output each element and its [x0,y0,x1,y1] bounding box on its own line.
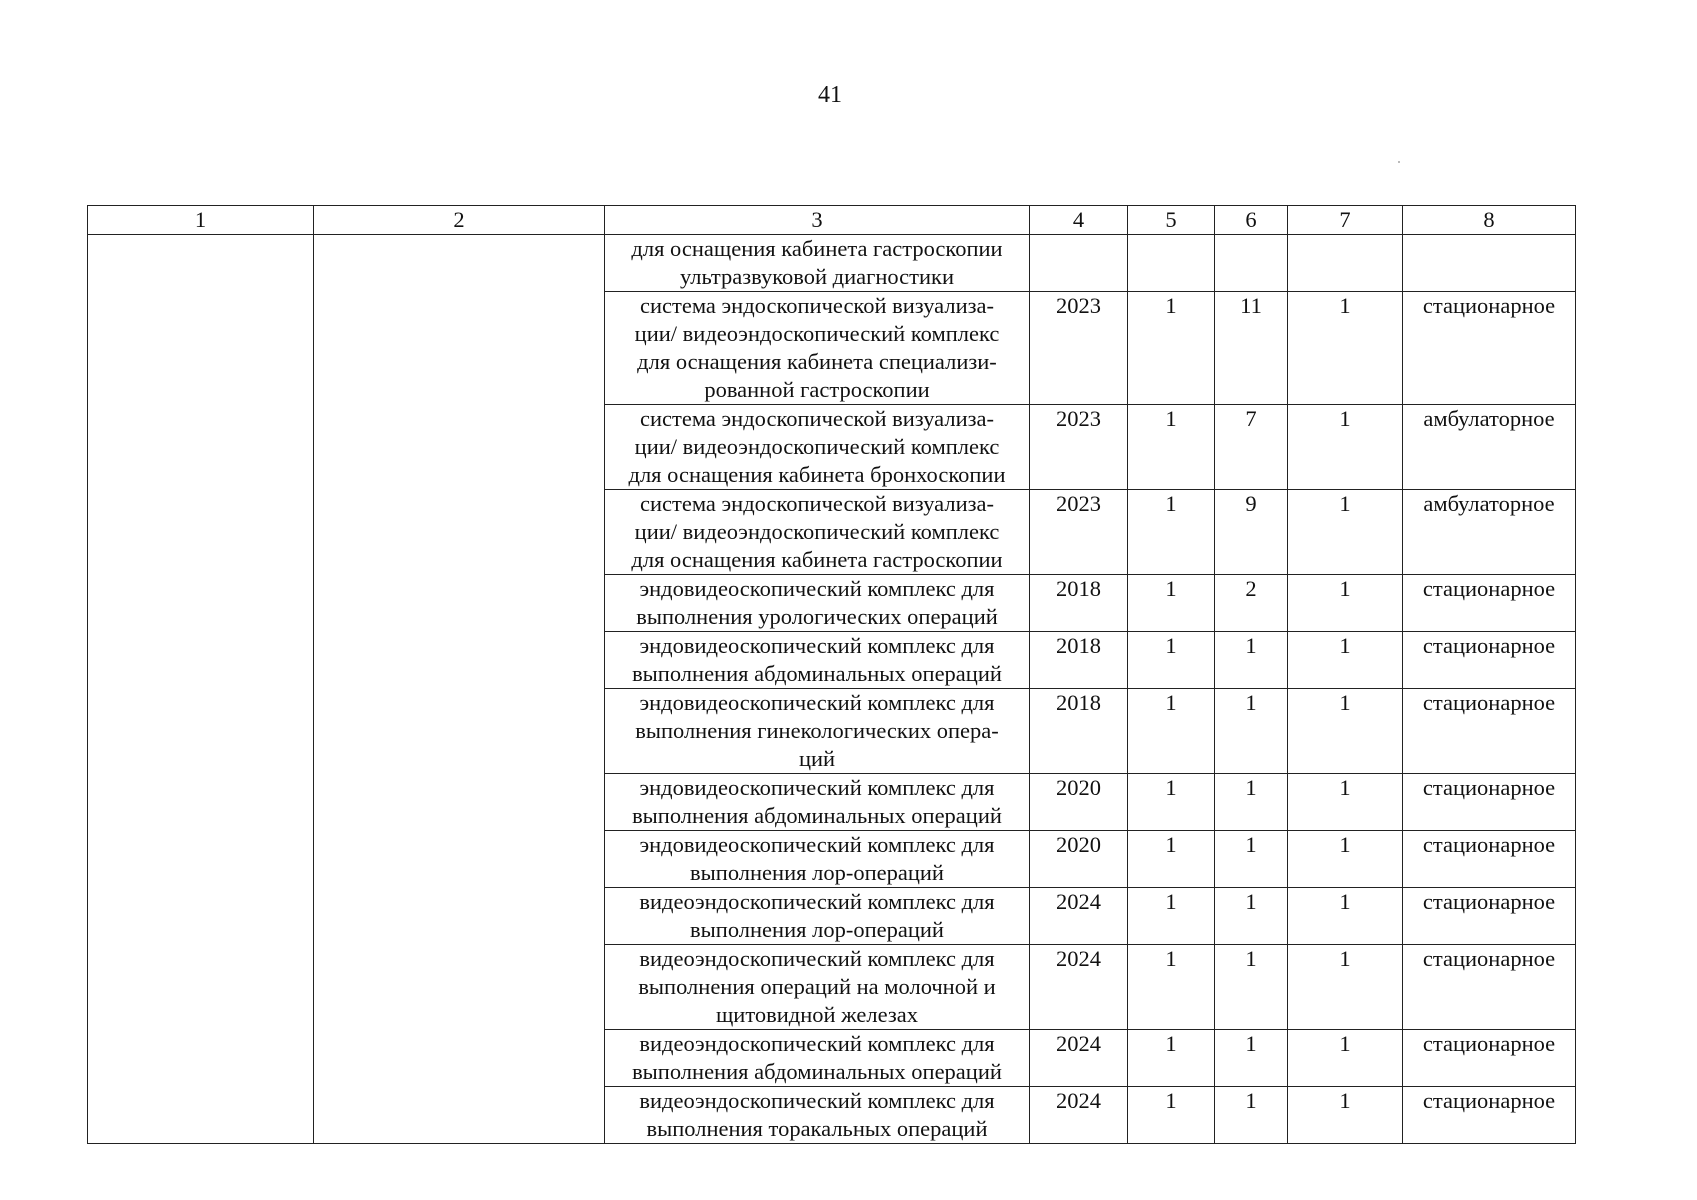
equipment-name-cell [605,689,1030,774]
type-cell: стационарное [1403,888,1576,945]
col5-cell: 1 [1128,632,1215,689]
equipment-name-line: выполнения абдоминальных операций [632,661,1002,686]
type-cell: стационарное [1403,945,1576,1030]
col6-cell: 11 [1215,292,1288,405]
col5-cell: 1 [1128,1087,1215,1144]
equipment-name-cell [605,292,1030,405]
equipment-name-cell [605,945,1030,1030]
equipment-name-cell [605,888,1030,945]
equipment-name-line: для оснащения кабинета специализи- [637,349,997,374]
equipment-name-cell [605,831,1030,888]
equipment-name-line: выполнения лор-операций [690,917,944,942]
col5-cell: 1 [1128,292,1215,405]
equipment-name-line: ультразвуковой диагностики [679,264,955,289]
col7-cell: 1 [1288,575,1403,632]
year-cell: 2024 [1030,945,1128,1030]
year-cell: 2023 [1030,405,1128,490]
equipment-name-line: выполнения торакальных операций [646,1116,988,1141]
year-cell: 2018 [1030,689,1128,774]
type-cell: стационарное [1403,292,1576,405]
year-cell: 2023 [1030,292,1128,405]
equipment-name-cell [605,490,1030,575]
col6-cell: 2 [1215,575,1288,632]
equipment-name-line: для оснащения кабинета гастроскопии [631,236,1003,261]
type-cell: стационарное [1403,575,1576,632]
col7-cell: 1 [1288,1030,1403,1087]
equipment-name-cell [605,235,1030,292]
col7-cell: 1 [1288,632,1403,689]
col5-cell: 1 [1128,774,1215,831]
year-cell: 2018 [1030,632,1128,689]
equipment-name-line: выполнения гинекологических опера- [635,718,999,743]
col6-cell: 1 [1215,945,1288,1030]
type-cell: стационарное [1403,689,1576,774]
equipment-name-line: система эндоскопической визуализа- [639,406,994,431]
year-cell: 2024 [1030,1087,1128,1144]
header-cell-7: 7 [1288,206,1403,235]
header-cell-3: 3 [605,206,1030,235]
col7-cell: 1 [1288,689,1403,774]
col6-cell: 1 [1215,774,1288,831]
col7-cell: 1 [1288,888,1403,945]
col5-cell: 1 [1128,831,1215,888]
col6-cell [1215,235,1288,292]
equipment-name-line: ции/ видеоэндоскопический комплекс [634,321,1000,346]
year-cell: 2020 [1030,831,1128,888]
equipment-name-line: выполнения абдоминальных операций [632,1059,1002,1084]
year-cell [1030,235,1128,292]
year-cell: 2024 [1030,888,1128,945]
col2-merged-cell [314,235,605,1144]
col5-cell: 1 [1128,1030,1215,1087]
col7-cell: 1 [1288,945,1403,1030]
equipment-name-line: система эндоскопической визуализа- [639,293,994,318]
type-cell [1403,235,1576,292]
type-cell: стационарное [1403,774,1576,831]
type-cell: стационарное [1403,831,1576,888]
equipment-name-line: эндовидеоскопический комплекс для [639,633,995,658]
col7-cell [1288,235,1403,292]
col7-cell: 1 [1288,292,1403,405]
col5-cell: 1 [1128,490,1215,575]
col7-cell: 1 [1288,405,1403,490]
equipment-name-cell [605,1030,1030,1087]
col6-cell: 9 [1215,490,1288,575]
equipment-name-line: ции/ видеоэндоскопический комплекс [634,519,1000,544]
equipment-name-cell [605,774,1030,831]
equipment-name-cell [605,632,1030,689]
table-row [88,235,1576,292]
col6-cell: 1 [1215,831,1288,888]
col6-cell: 1 [1215,632,1288,689]
equipment-name-line: для оснащения кабинета бронхоскопии [628,462,1006,487]
equipment-name-line: рованной гастроскопии [704,377,930,402]
scan-speck [1398,161,1400,163]
header-cell-2: 2 [314,206,605,235]
type-cell: стационарное [1403,632,1576,689]
equipment-name-line: эндовидеоскопический комплекс для [639,832,995,857]
header-cell-8: 8 [1403,206,1576,235]
equipment-name-line: ции/ видеоэндоскопический комплекс [634,434,1000,459]
year-cell: 2023 [1030,490,1128,575]
equipment-name-line: для оснащения кабинета гастроскопии [631,547,1003,572]
table-header-row [88,206,1576,235]
equipment-name-cell [605,405,1030,490]
type-cell: амбулаторное [1403,405,1576,490]
equipment-name-line: выполнения лор-операций [690,860,944,885]
col6-cell: 1 [1215,1030,1288,1087]
col5-cell [1128,235,1215,292]
type-cell: амбулаторное [1403,490,1576,575]
header-cell-6: 6 [1215,206,1288,235]
equipment-name-line: эндовидеоскопический комплекс для [639,690,995,715]
equipment-name-line: выполнения операций на молочной и [638,974,996,999]
col7-cell: 1 [1288,831,1403,888]
header-cell-4: 4 [1030,206,1128,235]
col7-cell: 1 [1288,490,1403,575]
equipment-name-line: видеоэндоскопический комплекс для [639,1031,995,1056]
col7-cell: 1 [1288,774,1403,831]
col6-cell: 1 [1215,888,1288,945]
equipment-name-cell [605,575,1030,632]
year-cell: 2024 [1030,1030,1128,1087]
col5-cell: 1 [1128,945,1215,1030]
equipment-name-line: щитовидной железах [715,1002,919,1027]
col7-cell: 1 [1288,1087,1403,1144]
equipment-name-line: эндовидеоскопический комплекс для [639,576,995,601]
equipment-name-line: выполнения урологических операций [636,604,998,629]
col6-cell: 1 [1215,689,1288,774]
col1-merged-cell [88,235,314,1144]
equipment-name-line: система эндоскопической визуализа- [639,491,994,516]
type-cell: стационарное [1403,1087,1576,1144]
equipment-name-line: видеоэндоскопический комплекс для [639,946,995,971]
equipment-name-cell [605,1087,1030,1144]
equipment-name-line: видеоэндоскопический комплекс для [639,889,995,914]
equipment-name-line: видеоэндоскопический комплекс для [639,1088,995,1113]
col6-cell: 1 [1215,1087,1288,1144]
col5-cell: 1 [1128,575,1215,632]
header-cell-1: 1 [88,206,314,235]
col5-cell: 1 [1128,888,1215,945]
year-cell: 2020 [1030,774,1128,831]
page-number: 41 [818,82,842,108]
type-cell: стационарное [1403,1030,1576,1087]
header-cell-5: 5 [1128,206,1215,235]
equipment-name-line: эндовидеоскопический комплекс для [639,775,995,800]
equipment-name-line: ций [798,746,836,771]
col5-cell: 1 [1128,689,1215,774]
year-cell: 2018 [1030,575,1128,632]
col6-cell: 7 [1215,405,1288,490]
col5-cell: 1 [1128,405,1215,490]
equipment-name-line: выполнения абдоминальных операций [632,803,1002,828]
equipment-table [87,205,1576,1144]
